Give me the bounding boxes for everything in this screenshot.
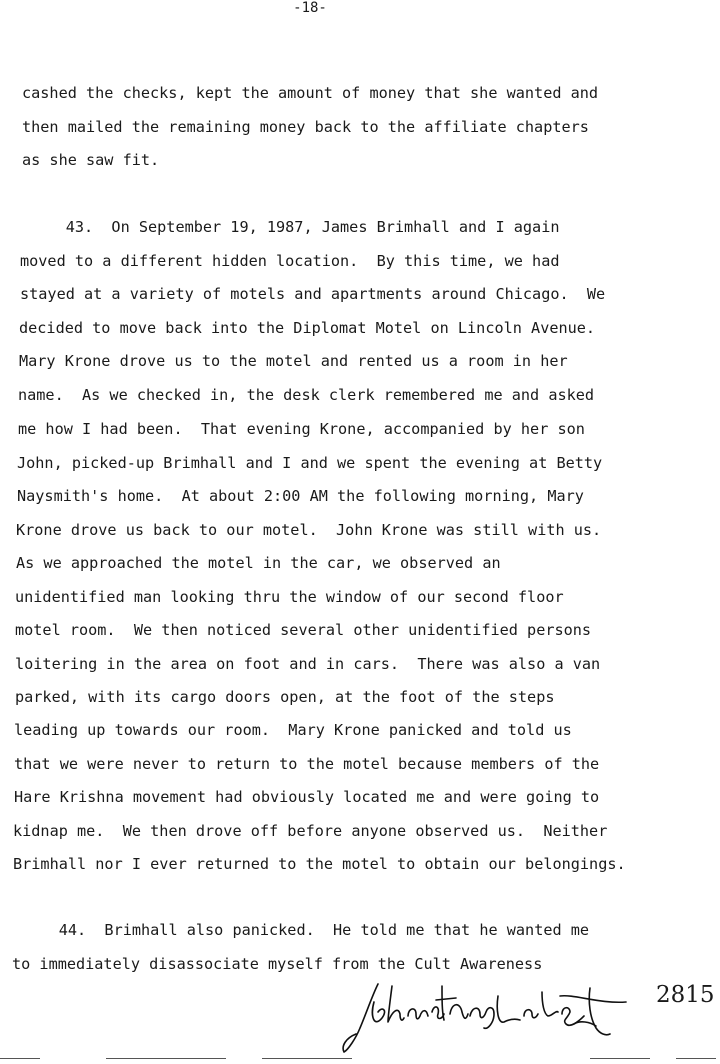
text-line: kidnap me. We then drove off before anyone observed us. Neither (13, 822, 608, 840)
text-line: As we approached the motel in the car, we observed an (16, 554, 501, 572)
text-line: Krone drove us back to our motel. John Krone was still with us. (16, 521, 602, 539)
footer-rule (0, 1058, 40, 1059)
text-line: Mary Krone drove us to the motel and rented us a room in her (19, 352, 568, 370)
text-line: 44. Brimhall also panicked. He told me that he wanted me (13, 921, 590, 939)
text-line: 43. On September 19, 1987, James Brimhall and I again (20, 218, 560, 236)
text-line: unidentified man looking thru the window of our second floor (15, 588, 564, 606)
text-line: that we were never to return to the motel because members of the (14, 755, 600, 773)
footer-rule (590, 1058, 650, 1059)
text-line: as she saw fit. (22, 151, 160, 169)
text-line: stayed at a variety of motels and apartments around Chicago. We (20, 285, 606, 303)
page-number: -18- (293, 0, 327, 16)
text-line: decided to move back into the Diplomat Motel on Lincoln Avenue. (19, 319, 596, 337)
text-line: cashed the checks, kept the amount of money that she wanted and (22, 84, 599, 102)
footer-rule (262, 1058, 352, 1059)
text-line: name. As we checked in, the desk clerk remembered me and asked (18, 386, 595, 404)
footer-rule (106, 1058, 226, 1059)
text-line: loitering in the area on foot and in cars. There was also a van (15, 655, 601, 673)
signature-image (338, 966, 638, 1058)
bates-number: 2815 (656, 982, 715, 1008)
text-line: then mailed the remaining money back to the affiliate chapters (22, 118, 589, 136)
text-line: to immediately disassociate myself from the Cult Awareness (12, 955, 543, 973)
text-line: leading up towards our room. Mary Krone panicked and told us (14, 721, 572, 739)
text-line: Brimhall nor I ever returned to the motel to obtain our belongings. (13, 855, 626, 873)
text-line: motel room. We then noticed several other unidentified persons (15, 621, 592, 639)
text-line: Hare Krishna movement had obviously located me and were going to (14, 788, 600, 806)
text-line: parked, with its cargo doors open, at the foot of the steps (15, 688, 555, 706)
text-line: moved to a different hidden location. By this time, we had (20, 252, 560, 270)
footer-rule (676, 1058, 716, 1059)
text-line: me how I had been. That evening Krone, accompanied by her son (18, 420, 585, 438)
text-line: Naysmith's home. At about 2:00 AM the following morning, Mary (17, 487, 584, 505)
text-line: John, picked-up Brimhall and I and we spent the evening at Betty (17, 454, 603, 472)
